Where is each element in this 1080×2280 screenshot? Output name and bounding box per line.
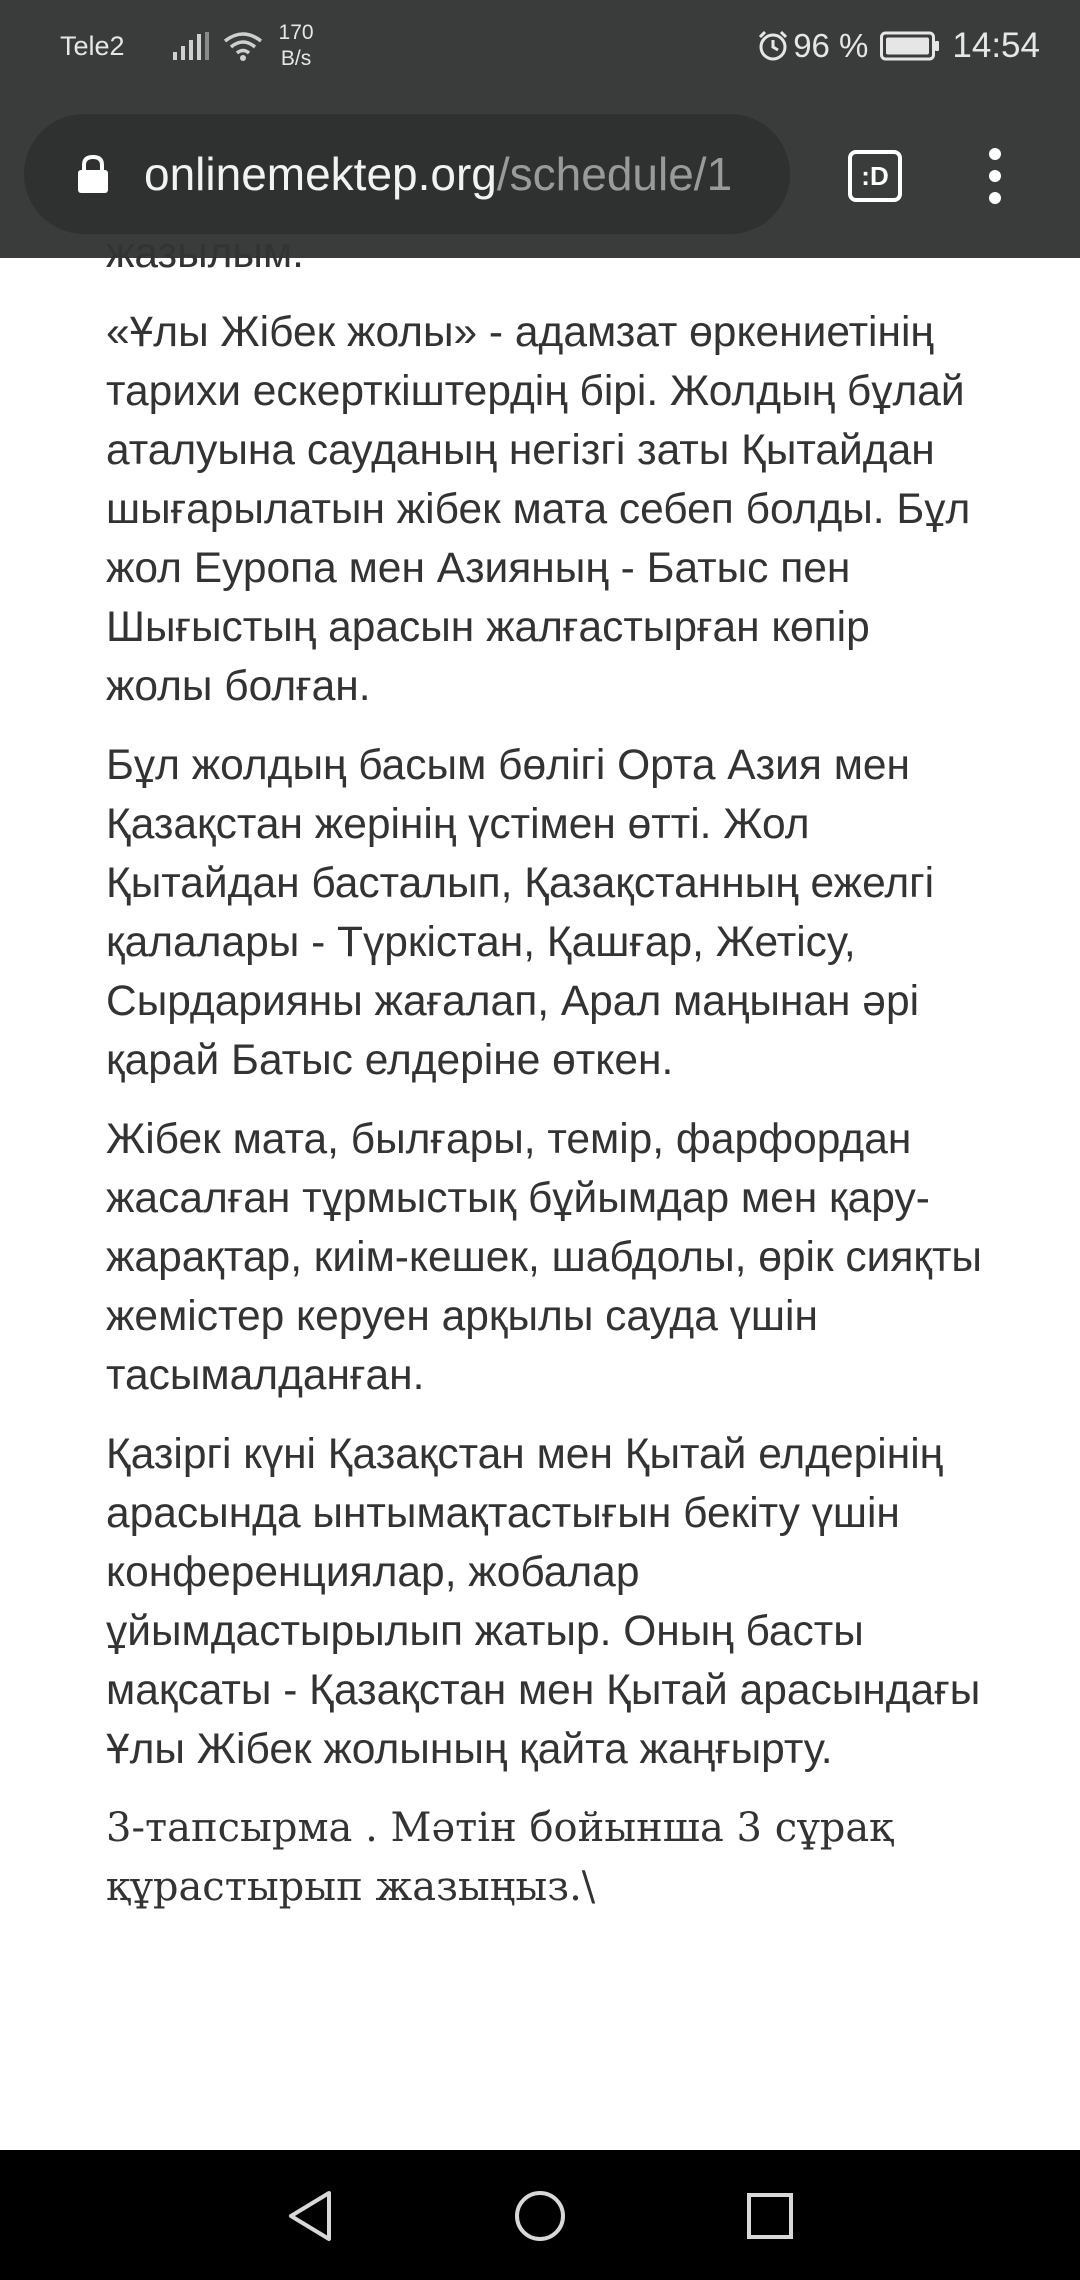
task-3-heading: 3-тапсырма . Мәтін бойынша 3 сұрақ құрастырып жазыңыз.\ — [106, 1805, 894, 1910]
paragraph-silk-road-intro: «Ұлы Жібек жолы» - адамзат өркениетінің тарихи ескерткіштердің бірі. Жолдың бұлай аталуына сауданың негізгі заты Қытайдан шығарылатын жібек мата себеп болды. Бұл жол Еуропа мен Азияның - Батыс пен Шығыстың арасын жалғастырған көпір жолы болған. — [106, 309, 971, 710]
recent-apps-icon — [745, 2191, 795, 2241]
network-speed-value: 170 — [278, 21, 314, 44]
clock: 14:54 — [952, 26, 1040, 65]
signal-icon — [173, 32, 209, 60]
paragraph-route: Бұл жолдың басым бөлігі Орта Азия мен Қазақстан жерінің үстімен өтті. Жол Қытайдан басталып, Қазақстанның ежелгі қалалары - Түркістан, Қашғар, Жетісу, Сырдарияны жағалап, Арал маңынан әрі қарай Батыс елдеріне өткен. — [106, 742, 935, 1084]
carrier-label: Tele2 — [60, 30, 125, 61]
url-text[interactable] — [144, 147, 732, 201]
tab-switcher-icon[interactable]: :D — [848, 150, 902, 202]
battery-icon — [880, 31, 940, 61]
navigation-bar — [0, 2150, 1080, 2280]
home-button[interactable] — [500, 2176, 580, 2256]
paragraph-fragment: жазылым. — [106, 230, 304, 277]
wifi-icon — [223, 31, 263, 61]
back-icon — [285, 2188, 335, 2244]
alarm-icon — [757, 30, 789, 62]
address-bar[interactable] — [24, 114, 790, 234]
network-speed — [279, 20, 314, 72]
lock-icon[interactable] — [76, 154, 110, 194]
recent-apps-button[interactable] — [730, 2176, 810, 2256]
article-text — [106, 224, 986, 1937]
menu-icon[interactable] — [980, 144, 1010, 208]
network-speed-unit: B/s — [280, 47, 312, 70]
url-domain: onlinemektep.org — [144, 148, 497, 200]
back-button[interactable] — [270, 2176, 350, 2256]
status-bar — [0, 0, 1080, 92]
paragraph-goods: Жібек мата, былғары, темір, фарфордан жасалған тұрмыстық бұйымдар мен қару-жарақтар, киім-кешек, шабдолы, өрік сияқты жемістер керуен арқылы сауда үшін тасымалданған. — [106, 1116, 982, 1399]
page-content[interactable] — [0, 230, 1080, 2150]
status-left — [60, 0, 314, 92]
battery-percentage: 96 % — [793, 27, 869, 64]
status-right — [757, 0, 1040, 92]
paragraph-modern-day: Қазіргі күні Қазақстан мен Қытай елдерінің арасында ынтымақтастығын бекіту үшін конференциялар, жобалар ұйымдастырылып жатыр. Оның басты мақсаты - Қазақстан мен Қытай арасындағы Ұлы Жібек жолының қайта жаңғырту. — [106, 1431, 981, 1773]
url-path: /schedule/1 — [496, 148, 733, 200]
home-icon — [512, 2188, 568, 2244]
